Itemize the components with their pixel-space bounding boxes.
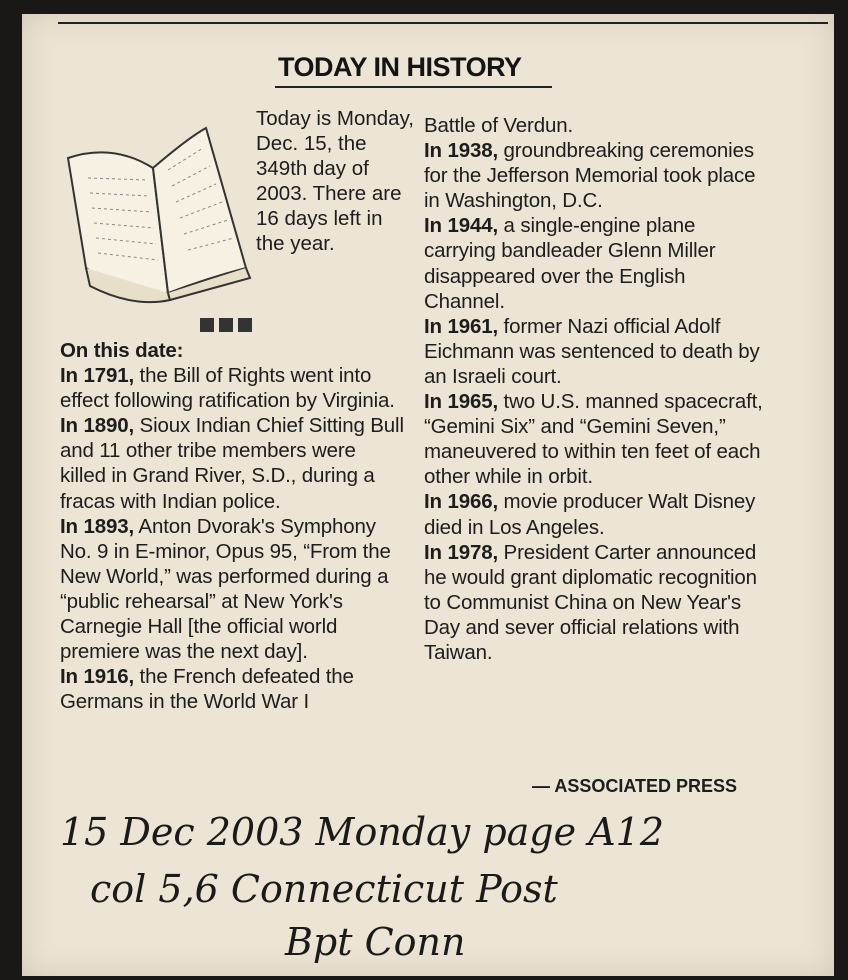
event-year: In 1916, bbox=[60, 665, 135, 689]
event-entry: In 1791, the Bill of Rights went into effect following ratification by Virginia. bbox=[60, 364, 395, 413]
handwritten-line: Bpt Conn bbox=[285, 920, 466, 964]
event-entry: In 1944, a single-engine plane carrying bandleader Glenn Miller disappeared over the English Channel. bbox=[424, 214, 716, 313]
event-entry: In 1916, the French defeated the Germans in the World War I bbox=[60, 665, 354, 714]
divider-square bbox=[200, 318, 214, 332]
event-year: In 1978, bbox=[424, 540, 499, 564]
event-entry bbox=[60, 339, 183, 362]
event-entry: In 1893, Anton Dvorak's Symphony No. 9 in E-minor, Opus 95, “From the New World,” was performed during a “public rehearsal” at New York's Carnegie Hall [the official world premiere was the next day]. bbox=[60, 514, 391, 664]
event-year: In 1944, bbox=[424, 214, 499, 238]
event-entry: Battle of Verdun. bbox=[424, 114, 574, 137]
right-column bbox=[424, 113, 769, 665]
open-book-icon bbox=[58, 118, 253, 306]
handwritten-note bbox=[40, 790, 820, 970]
event-entry: In 1938, groundbreaking ceremonies for the Jefferson Memorial took place in Washington, D.C. bbox=[424, 139, 756, 213]
top-rule bbox=[58, 22, 828, 24]
divider-square bbox=[219, 318, 233, 332]
event-year: On this date: bbox=[60, 339, 184, 362]
intro-text: Today is Monday, Dec. 15, the 349th day of 2003. There are 16 days left in the year. bbox=[256, 107, 415, 255]
event-entry: In 1965, two U.S. manned spacecraft, “Gemini Six” and “Gemini Seven,” maneuvered to within ten feet of each other while in orbit. bbox=[424, 390, 763, 489]
handwritten-line: 15 Dec 2003 Monday page A12 bbox=[60, 810, 664, 854]
section-divider bbox=[200, 318, 252, 332]
event-entry: In 1890, Sioux Indian Chief Sitting Bull and 11 other tribe members were killed in Grand River, S.D., during a fracas with Indian police. bbox=[60, 414, 404, 513]
event-year: In 1890, bbox=[60, 414, 135, 438]
event-year: In 1966, bbox=[424, 490, 499, 514]
event-entry: In 1961, former Nazi official Adolf Eichmann was sentenced to death by an Israeli court. bbox=[424, 314, 760, 388]
event-entry: In 1978, President Carter announced he would grant diplomatic recognition to Communist China on New Year's Day and sever official relations with Taiwan. bbox=[424, 540, 757, 664]
event-year: In 1791, bbox=[60, 364, 135, 388]
divider-square bbox=[238, 318, 252, 332]
handwritten-line: col 5,6 Connecticut Post bbox=[90, 867, 558, 911]
headline-underline bbox=[275, 86, 552, 88]
event-year: In 1893, bbox=[60, 514, 135, 538]
credit-line: — ASSOCIATED PRESS bbox=[532, 776, 738, 796]
event-year: In 1938, bbox=[424, 139, 499, 163]
event-entry: In 1966, movie producer Walt Disney died in Los Angeles. bbox=[424, 490, 756, 539]
event-year: In 1965, bbox=[424, 390, 499, 414]
left-column bbox=[60, 338, 405, 714]
headline: TODAY IN HISTORY bbox=[278, 52, 522, 82]
event-year: In 1961, bbox=[424, 314, 499, 338]
